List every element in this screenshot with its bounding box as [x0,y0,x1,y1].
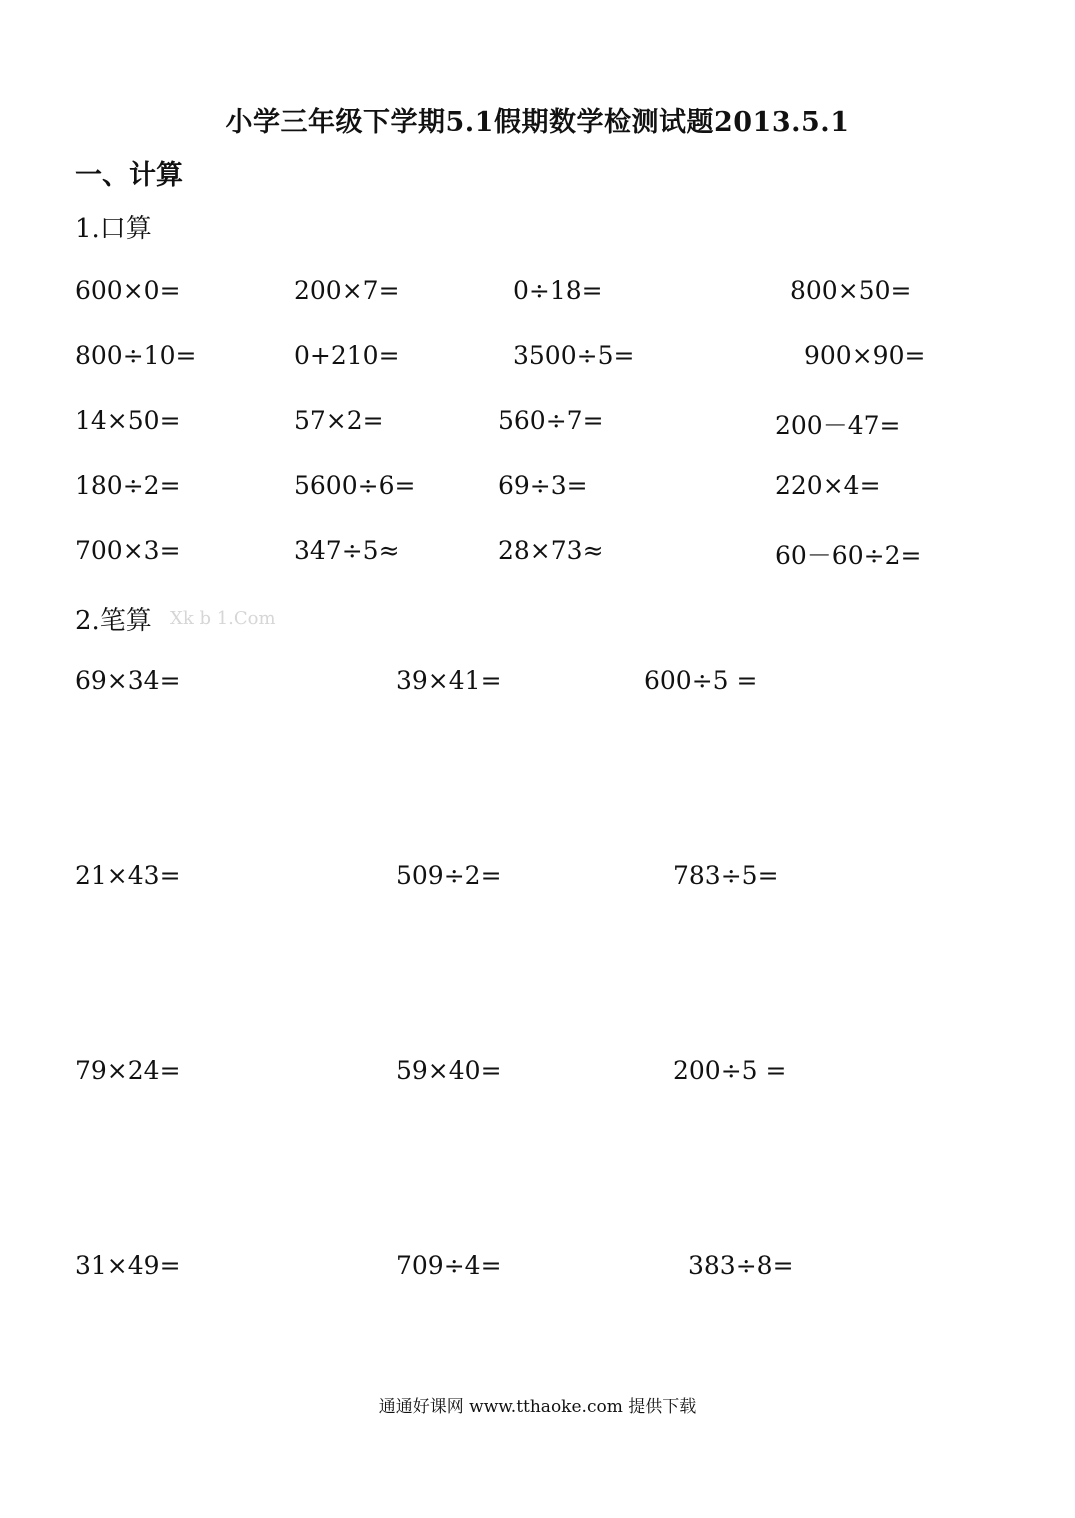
section-heading: 一、计算 [75,160,183,191]
oral-item: 200×7= [294,276,400,305]
written-item: 783÷5= [673,861,779,890]
oral-item: 60－60÷2= [775,541,922,570]
oral-item: 700×3= [75,536,181,565]
written-item: 200÷5 = [673,1056,787,1085]
watermark: Xk b 1.Com [170,608,276,629]
written-item: 383÷8= [688,1251,794,1280]
oral-item: 57×2= [294,406,384,435]
oral-item: 600×0= [75,276,181,305]
oral-item: 900×90= [804,341,926,370]
oral-item: 180÷2= [75,471,181,500]
oral-item: 347÷5≈ [294,536,400,565]
oral-item: 200－47= [775,411,901,440]
oral-item: 69÷3= [498,471,588,500]
written-item: 600÷5 = [644,666,758,695]
oral-item: 3500÷5= [513,341,635,370]
part2-heading: 2.笔算 [75,606,152,636]
written-item: 69×34= [75,666,181,695]
page-title: 小学三年级下学期5.1假期数学检测试题2013.5.1 [225,107,850,138]
oral-item: 560÷7= [498,406,604,435]
written-item: 31×49= [75,1251,181,1280]
written-item: 39×41= [396,666,502,695]
part1-heading: 1.口算 [75,214,152,244]
oral-item: 800÷10= [75,341,197,370]
written-item: 79×24= [75,1056,181,1085]
oral-item: 220×4= [775,471,881,500]
oral-item: 5600÷6= [294,471,416,500]
oral-item: 800×50= [790,276,912,305]
written-item: 59×40= [396,1056,502,1085]
oral-item: 0+210= [294,341,400,370]
written-item: 21×43= [75,861,181,890]
oral-item: 0÷18= [513,276,603,305]
oral-item: 14×50= [75,406,181,435]
page-footer: 通通好课网 www.tthaoke.com 提供下载 [378,1397,697,1417]
oral-item: 28×73≈ [498,536,604,565]
written-item: 709÷4= [396,1251,502,1280]
written-item: 509÷2= [396,861,502,890]
